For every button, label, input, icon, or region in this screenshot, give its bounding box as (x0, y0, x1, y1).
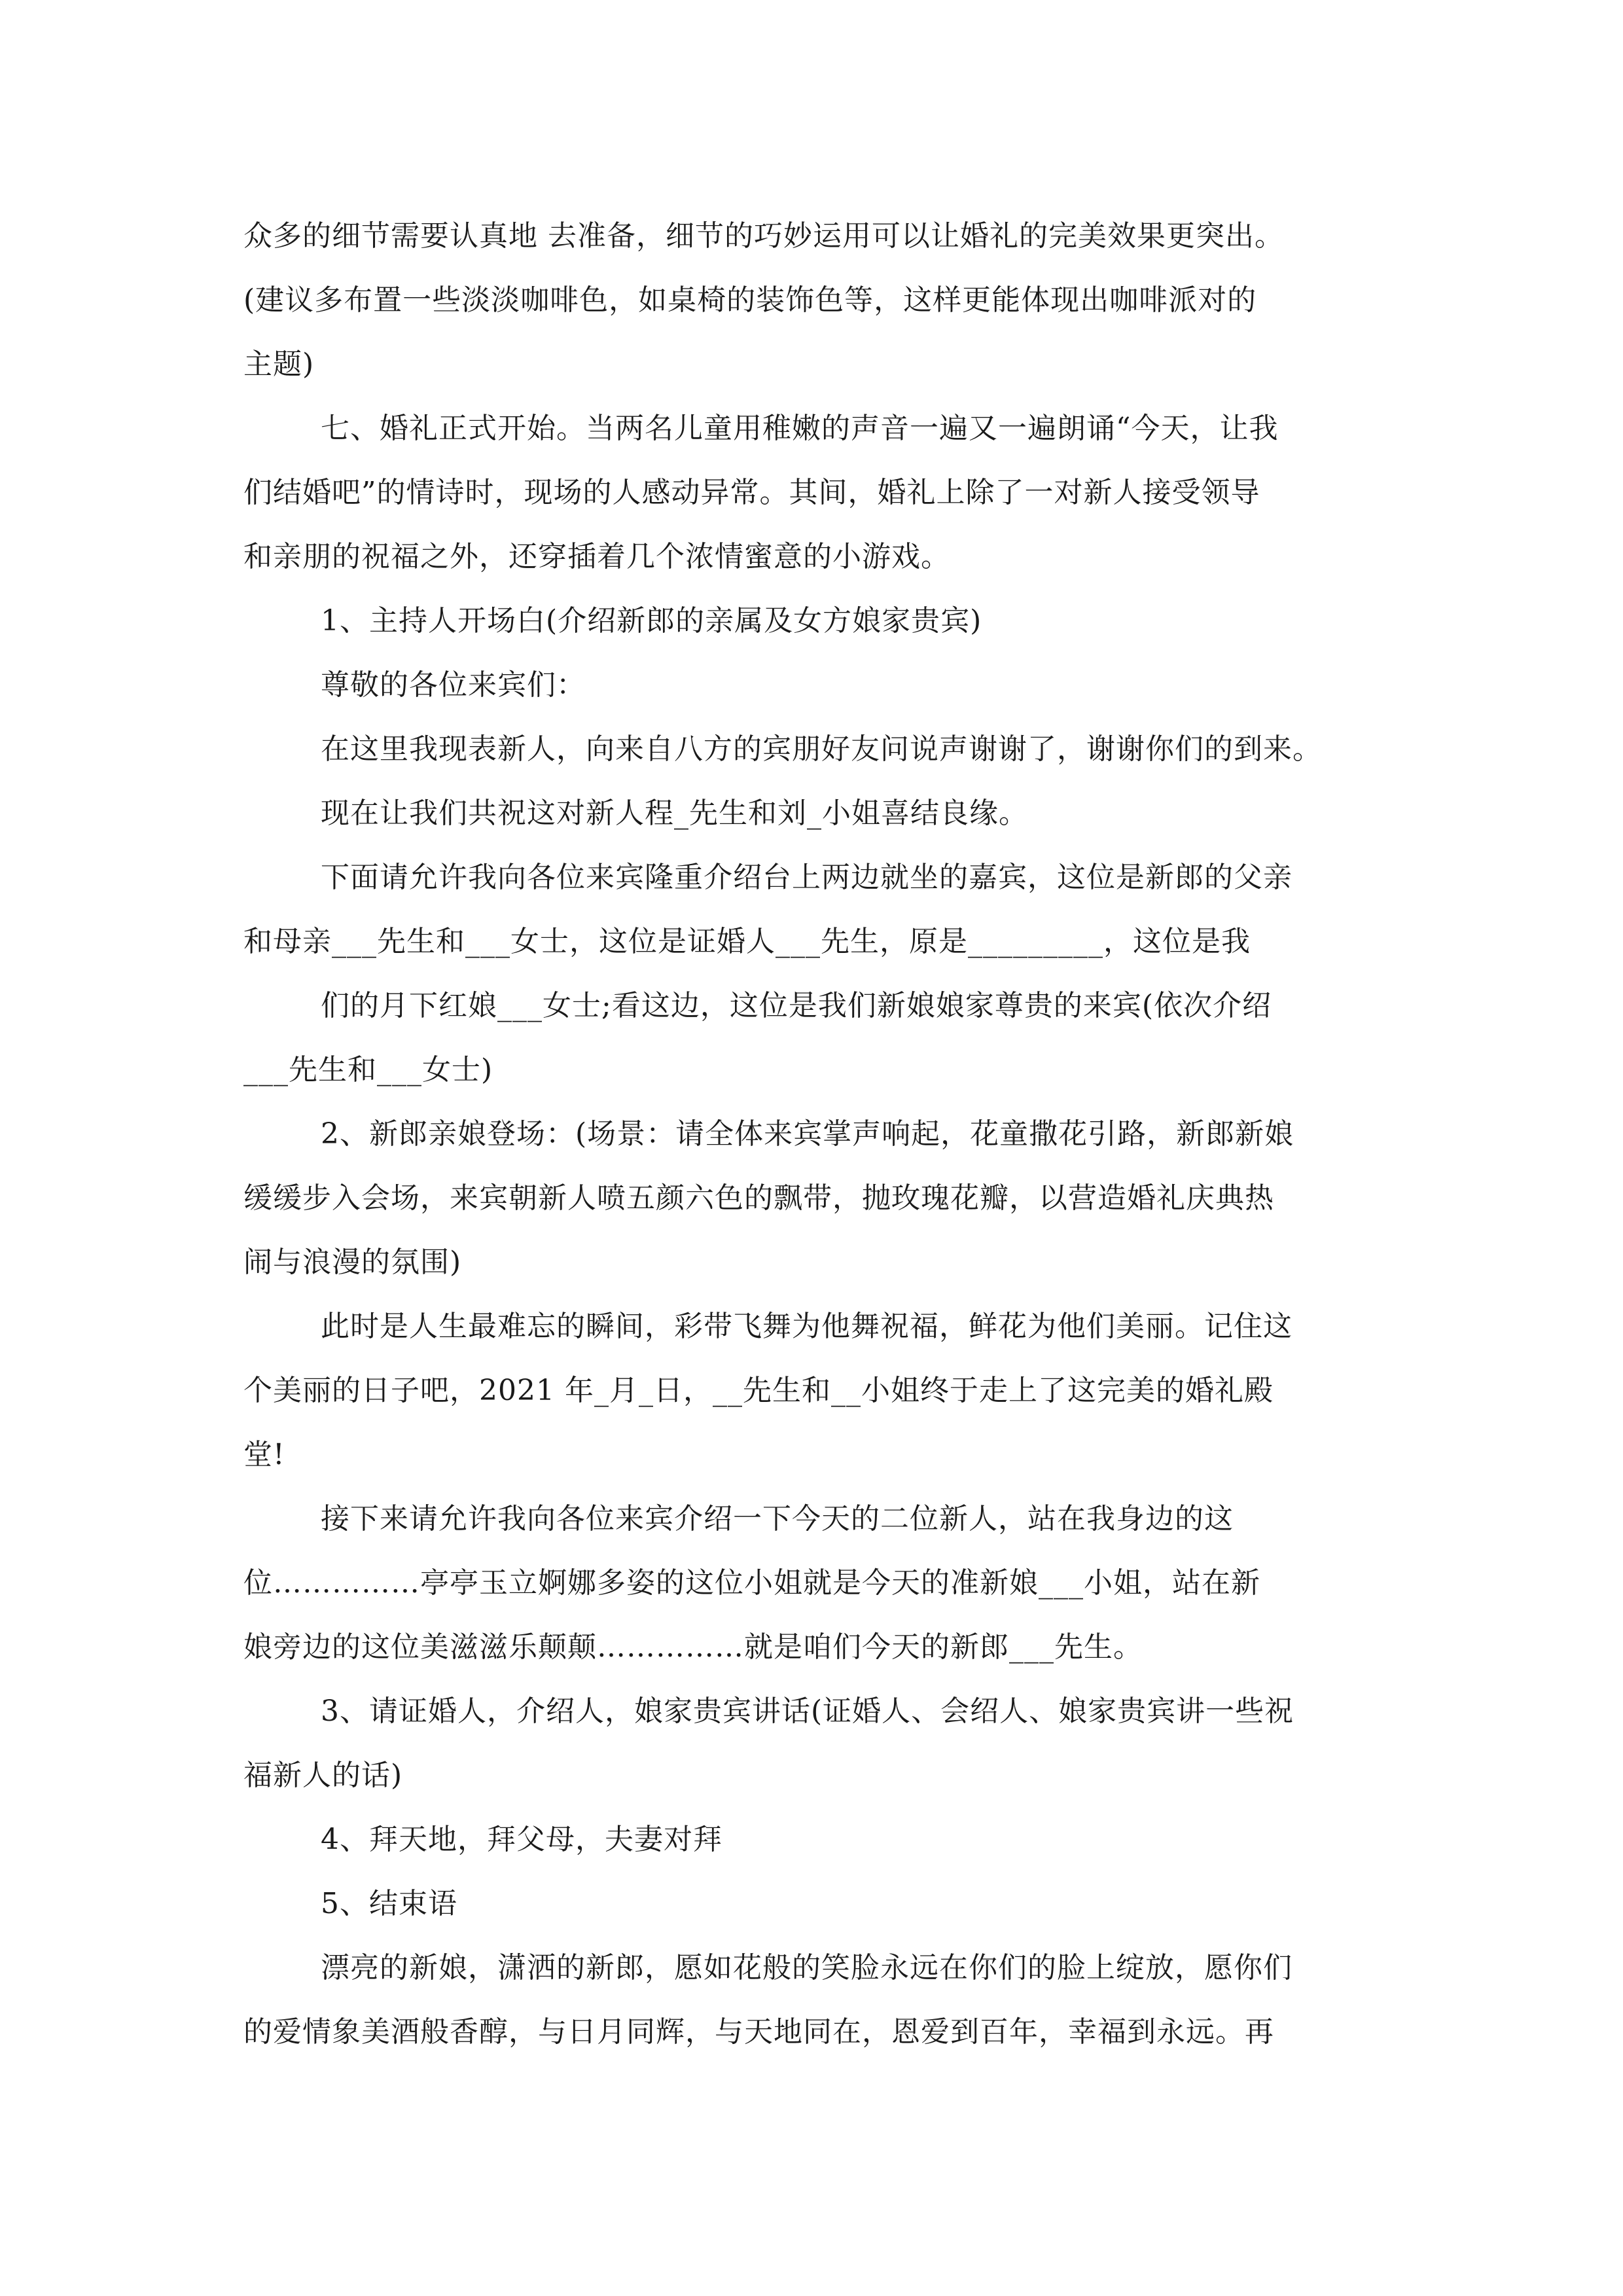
text-line: 个美丽的日子吧，2021 年_月_日，__先生和__小姐终于走上了这完美的婚礼殿 (243, 1374, 1274, 1407)
text-line: (建议多布置一些淡淡咖啡色，如桌椅的装饰色等，这样更能体现出咖啡派对的 (243, 283, 1257, 317)
text-line: ___先生和___女士) (243, 1053, 493, 1086)
text-line: 的爱情象美酒般香醇，与日月同辉，与天地同在，恩爱到百年，幸福到永远。再 (243, 2015, 1274, 2049)
text-line: 娘旁边的这位美滋滋乐颠颠……………就是咱们今天的新郎___先生。 (243, 1630, 1143, 1664)
paragraph-start: 七、婚礼正式开始。当两名儿童用稚嫩的声音一遍又一遍朗诵“今天，让我 (321, 412, 1279, 445)
text-line: 众多的细节需要认真地 去准备，细节的巧妙运用可以让婚礼的完美效果更突出。 (243, 219, 1284, 253)
text-line: 们结婚吧”的情诗时，现场的人感动异常。其间，婚礼上除了一对新人接受领导 (243, 476, 1260, 509)
text-line: 和亲朋的祝福之外，还穿插着几个浓情蜜意的小游戏。 (243, 540, 950, 573)
section-heading: 1、主持人开场白(介绍新郎的亲属及女方娘家贵宾) (321, 604, 982, 637)
section-heading: 4、拜天地，拜父母，夫妻对拜 (321, 1823, 722, 1856)
paragraph-start: 接下来请允许我向各位来宾介绍一下今天的二位新人，站在我身边的这 (321, 1502, 1234, 1535)
paragraph-start: 漂亮的新娘，潇洒的新郎，愿如花般的笑脸永远在你们的脸上绽放，愿你们 (321, 1951, 1293, 1984)
text-line: 堂! (243, 1438, 285, 1471)
text-line: 位……………亭亭玉立婀娜多姿的这位小姐就是今天的准新娘___小姐，站在新 (243, 1566, 1260, 1600)
text-line: 和母亲___先生和___女士，这位是证婚人___先生，原是_________，这位是我 (243, 925, 1251, 958)
document-body (243, 204, 1385, 2064)
section-heading: 3、请证婚人，介绍人，娘家贵宾讲话(证婚人、会绍人、娘家贵宾讲一些祝 (321, 1695, 1294, 1728)
text-line: 们的月下红娘___女士;看这边，这位是我们新娘娘家尊贵的来宾(依次介绍 (321, 989, 1272, 1022)
text-line: 闹与浪漫的氛围) (243, 1246, 462, 1279)
salutation: 尊敬的各位来宾们： (321, 668, 586, 702)
section-heading: 5、结束语 (321, 1887, 457, 1920)
text-line: 主题) (243, 348, 315, 381)
paragraph-start: 此时是人生最难忘的瞬间，彩带飞舞为他舞祝福，鲜花为他们美丽。记住这 (321, 1310, 1293, 1343)
text-line: 缓缓步入会场，来宾朝新人喷五颜六色的飘带，抛玫瑰花瓣，以营造婚礼庆典热 (243, 1181, 1274, 1215)
paragraph-start: 现在让我们共祝这对新人程_先生和刘_小姐喜结良缘。 (321, 797, 1028, 830)
text-line: 福新人的话) (243, 1759, 403, 1792)
paragraph-start: 在这里我现表新人，向来自八方的宾朋好友问说声谢谢了，谢谢你们的到来。 (321, 732, 1322, 766)
paragraph-start: 下面请允许我向各位来宾隆重介绍台上两边就坐的嘉宾，这位是新郎的父亲 (321, 861, 1293, 894)
section-heading: 2、新郎亲娘登场：(场景：请全体来宾掌声响起，花童撒花引路，新郎新娘 (321, 1117, 1294, 1151)
